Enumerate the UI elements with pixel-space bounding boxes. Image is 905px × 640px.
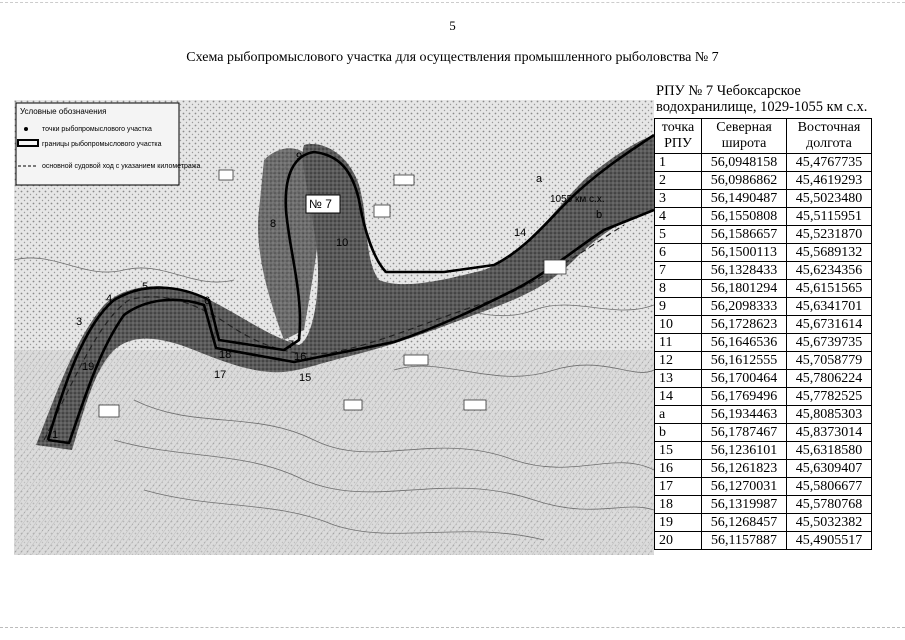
table-row [655, 154, 872, 172]
latitude-cell: 56,1270031 [702, 478, 787, 496]
table-row [655, 370, 872, 388]
table-row [655, 316, 872, 334]
svg-text:17: 17 [214, 369, 227, 381]
svg-text:7: 7 [288, 339, 295, 351]
point-cell: 10 [655, 316, 702, 334]
point-cell: 15 [655, 442, 702, 460]
longitude-cell: 45,5032382 [787, 514, 872, 532]
svg-text:19: 19 [82, 361, 95, 373]
longitude-cell: 45,6234356 [787, 262, 872, 280]
svg-text:b: b [596, 209, 603, 221]
longitude-cell: 45,5689132 [787, 244, 872, 262]
latitude-cell: 56,1268457 [702, 514, 787, 532]
point-cell: 18 [655, 496, 702, 514]
longitude-cell: 45,6318580 [787, 442, 872, 460]
latitude-cell: 56,1319987 [702, 496, 787, 514]
table-row [655, 280, 872, 298]
svg-text:18: 18 [219, 349, 232, 361]
point-cell: b [655, 424, 702, 442]
longitude-cell: 45,4905517 [787, 532, 872, 550]
latitude-cell: 56,1769496 [702, 388, 787, 406]
svg-text:3: 3 [76, 316, 83, 328]
top-scan-edge [0, 2, 905, 3]
header-latitude: Северная широта [702, 119, 787, 154]
longitude-cell: 45,5115951 [787, 208, 872, 226]
legend-item-points: точки рыбопромыслового участка [42, 126, 152, 133]
longitude-cell: 45,5780768 [787, 496, 872, 514]
longitude-cell: 45,6739735 [787, 334, 872, 352]
latitude-cell: 56,1700464 [702, 370, 787, 388]
svg-text:1: 1 [52, 429, 59, 441]
table-row [655, 424, 872, 442]
svg-text:14: 14 [514, 227, 527, 239]
latitude-cell: 56,1934463 [702, 406, 787, 424]
svg-text:8: 8 [270, 218, 277, 230]
table-row [655, 406, 872, 424]
latitude-cell: 56,1490487 [702, 190, 787, 208]
rpu-caption [656, 83, 896, 115]
latitude-cell: 56,1646536 [702, 334, 787, 352]
map-legend [16, 103, 200, 185]
table-row [655, 352, 872, 370]
longitude-cell: 45,4619293 [787, 172, 872, 190]
latitude-cell: 56,1728623 [702, 316, 787, 334]
svg-text:5: 5 [142, 281, 149, 293]
table-row [655, 262, 872, 280]
svg-text:10: 10 [336, 237, 349, 249]
longitude-cell: 45,6731614 [787, 316, 872, 334]
table-row [655, 226, 872, 244]
point-cell: 1 [655, 154, 702, 172]
longitude-cell: 45,5806677 [787, 478, 872, 496]
table-row [655, 298, 872, 316]
longitude-cell: 45,7058779 [787, 352, 872, 370]
longitude-cell: 45,6151565 [787, 280, 872, 298]
latitude-cell: 56,0986862 [702, 172, 787, 190]
longitude-cell: 45,4767735 [787, 154, 872, 172]
table-row [655, 388, 872, 406]
table-row [655, 514, 872, 532]
longitude-cell: 45,5231870 [787, 226, 872, 244]
table-row [655, 532, 872, 550]
latitude-cell: 56,1500113 [702, 244, 787, 262]
longitude-cell: 45,6341701 [787, 298, 872, 316]
latitude-cell: 56,1801294 [702, 280, 787, 298]
point-cell: 13 [655, 370, 702, 388]
svg-text:9: 9 [296, 151, 303, 163]
legend-item-channel: основной судовой ход с указанием километража [42, 163, 201, 170]
coordinates-table [654, 118, 872, 550]
svg-text:a: a [536, 173, 543, 185]
longitude-cell: 45,7806224 [787, 370, 872, 388]
point-cell: 7 [655, 262, 702, 280]
table-row [655, 334, 872, 352]
latitude-cell: 56,0948158 [702, 154, 787, 172]
latitude-cell: 56,1550808 [702, 208, 787, 226]
point-cell: 14 [655, 388, 702, 406]
latitude-cell: 56,1157887 [702, 532, 787, 550]
longitude-cell: 45,5023480 [787, 190, 872, 208]
latitude-cell: 56,1328433 [702, 262, 787, 280]
legend-heading: Условные обозначения [20, 107, 107, 116]
point-cell: 8 [655, 280, 702, 298]
longitude-cell: 45,7782525 [787, 388, 872, 406]
table-row [655, 478, 872, 496]
table-row [655, 208, 872, 226]
legend-item-boundary: границы рыбопромыслового участка [42, 141, 162, 148]
svg-text:16: 16 [294, 351, 307, 363]
point-cell: 20 [655, 532, 702, 550]
point-cell: a [655, 406, 702, 424]
header-longitude: Восточная долгота [787, 119, 872, 154]
longitude-cell: 45,8085303 [787, 406, 872, 424]
table-row [655, 244, 872, 262]
latitude-cell: 56,1787467 [702, 424, 787, 442]
table-row [655, 460, 872, 478]
latitude-cell: 56,1586657 [702, 226, 787, 244]
point-cell: 5 [655, 226, 702, 244]
table-row [655, 496, 872, 514]
svg-text:15: 15 [299, 372, 312, 384]
point-cell: 11 [655, 334, 702, 352]
bottom-scan-edge [0, 627, 905, 628]
rpu-title-line1: РПУ № 7 Чебоксарское [656, 83, 801, 99]
longitude-cell: 45,6309407 [787, 460, 872, 478]
table-row [655, 172, 872, 190]
table-row [655, 442, 872, 460]
rpu-title-line2: водохранилище, 1029-1055 км с.х. [656, 99, 868, 115]
point-cell: 12 [655, 352, 702, 370]
point-cell: 17 [655, 478, 702, 496]
coordinates-header-row [655, 119, 872, 154]
southern-relief [14, 350, 654, 555]
fishing-area-map [14, 100, 654, 555]
point-cell: 9 [655, 298, 702, 316]
latitude-cell: 56,1236101 [702, 442, 787, 460]
point-cell: 3 [655, 190, 702, 208]
page-number: 5 [449, 18, 456, 33]
point-marker-icon [24, 127, 28, 131]
latitude-cell: 56,1612555 [702, 352, 787, 370]
longitude-cell: 45,8373014 [787, 424, 872, 442]
table-row [655, 190, 872, 208]
km-label: 1055 км с.х. [550, 194, 605, 205]
point-cell: 19 [655, 514, 702, 532]
point-cell: 2 [655, 172, 702, 190]
point-cell: 6 [655, 244, 702, 262]
point-cell: 4 [655, 208, 702, 226]
latitude-cell: 56,1261823 [702, 460, 787, 478]
latitude-cell: 56,2098333 [702, 298, 787, 316]
area-label: № 7 [309, 197, 332, 211]
coordinates-body [655, 154, 872, 550]
point-cell: 16 [655, 460, 702, 478]
svg-text:4: 4 [106, 293, 113, 305]
header-point: точка РПУ [655, 119, 702, 154]
svg-text:6: 6 [204, 295, 211, 307]
page-title: Схема рыбопромыслового участка для осуществления промышленного рыболовства № 7 [186, 50, 719, 65]
